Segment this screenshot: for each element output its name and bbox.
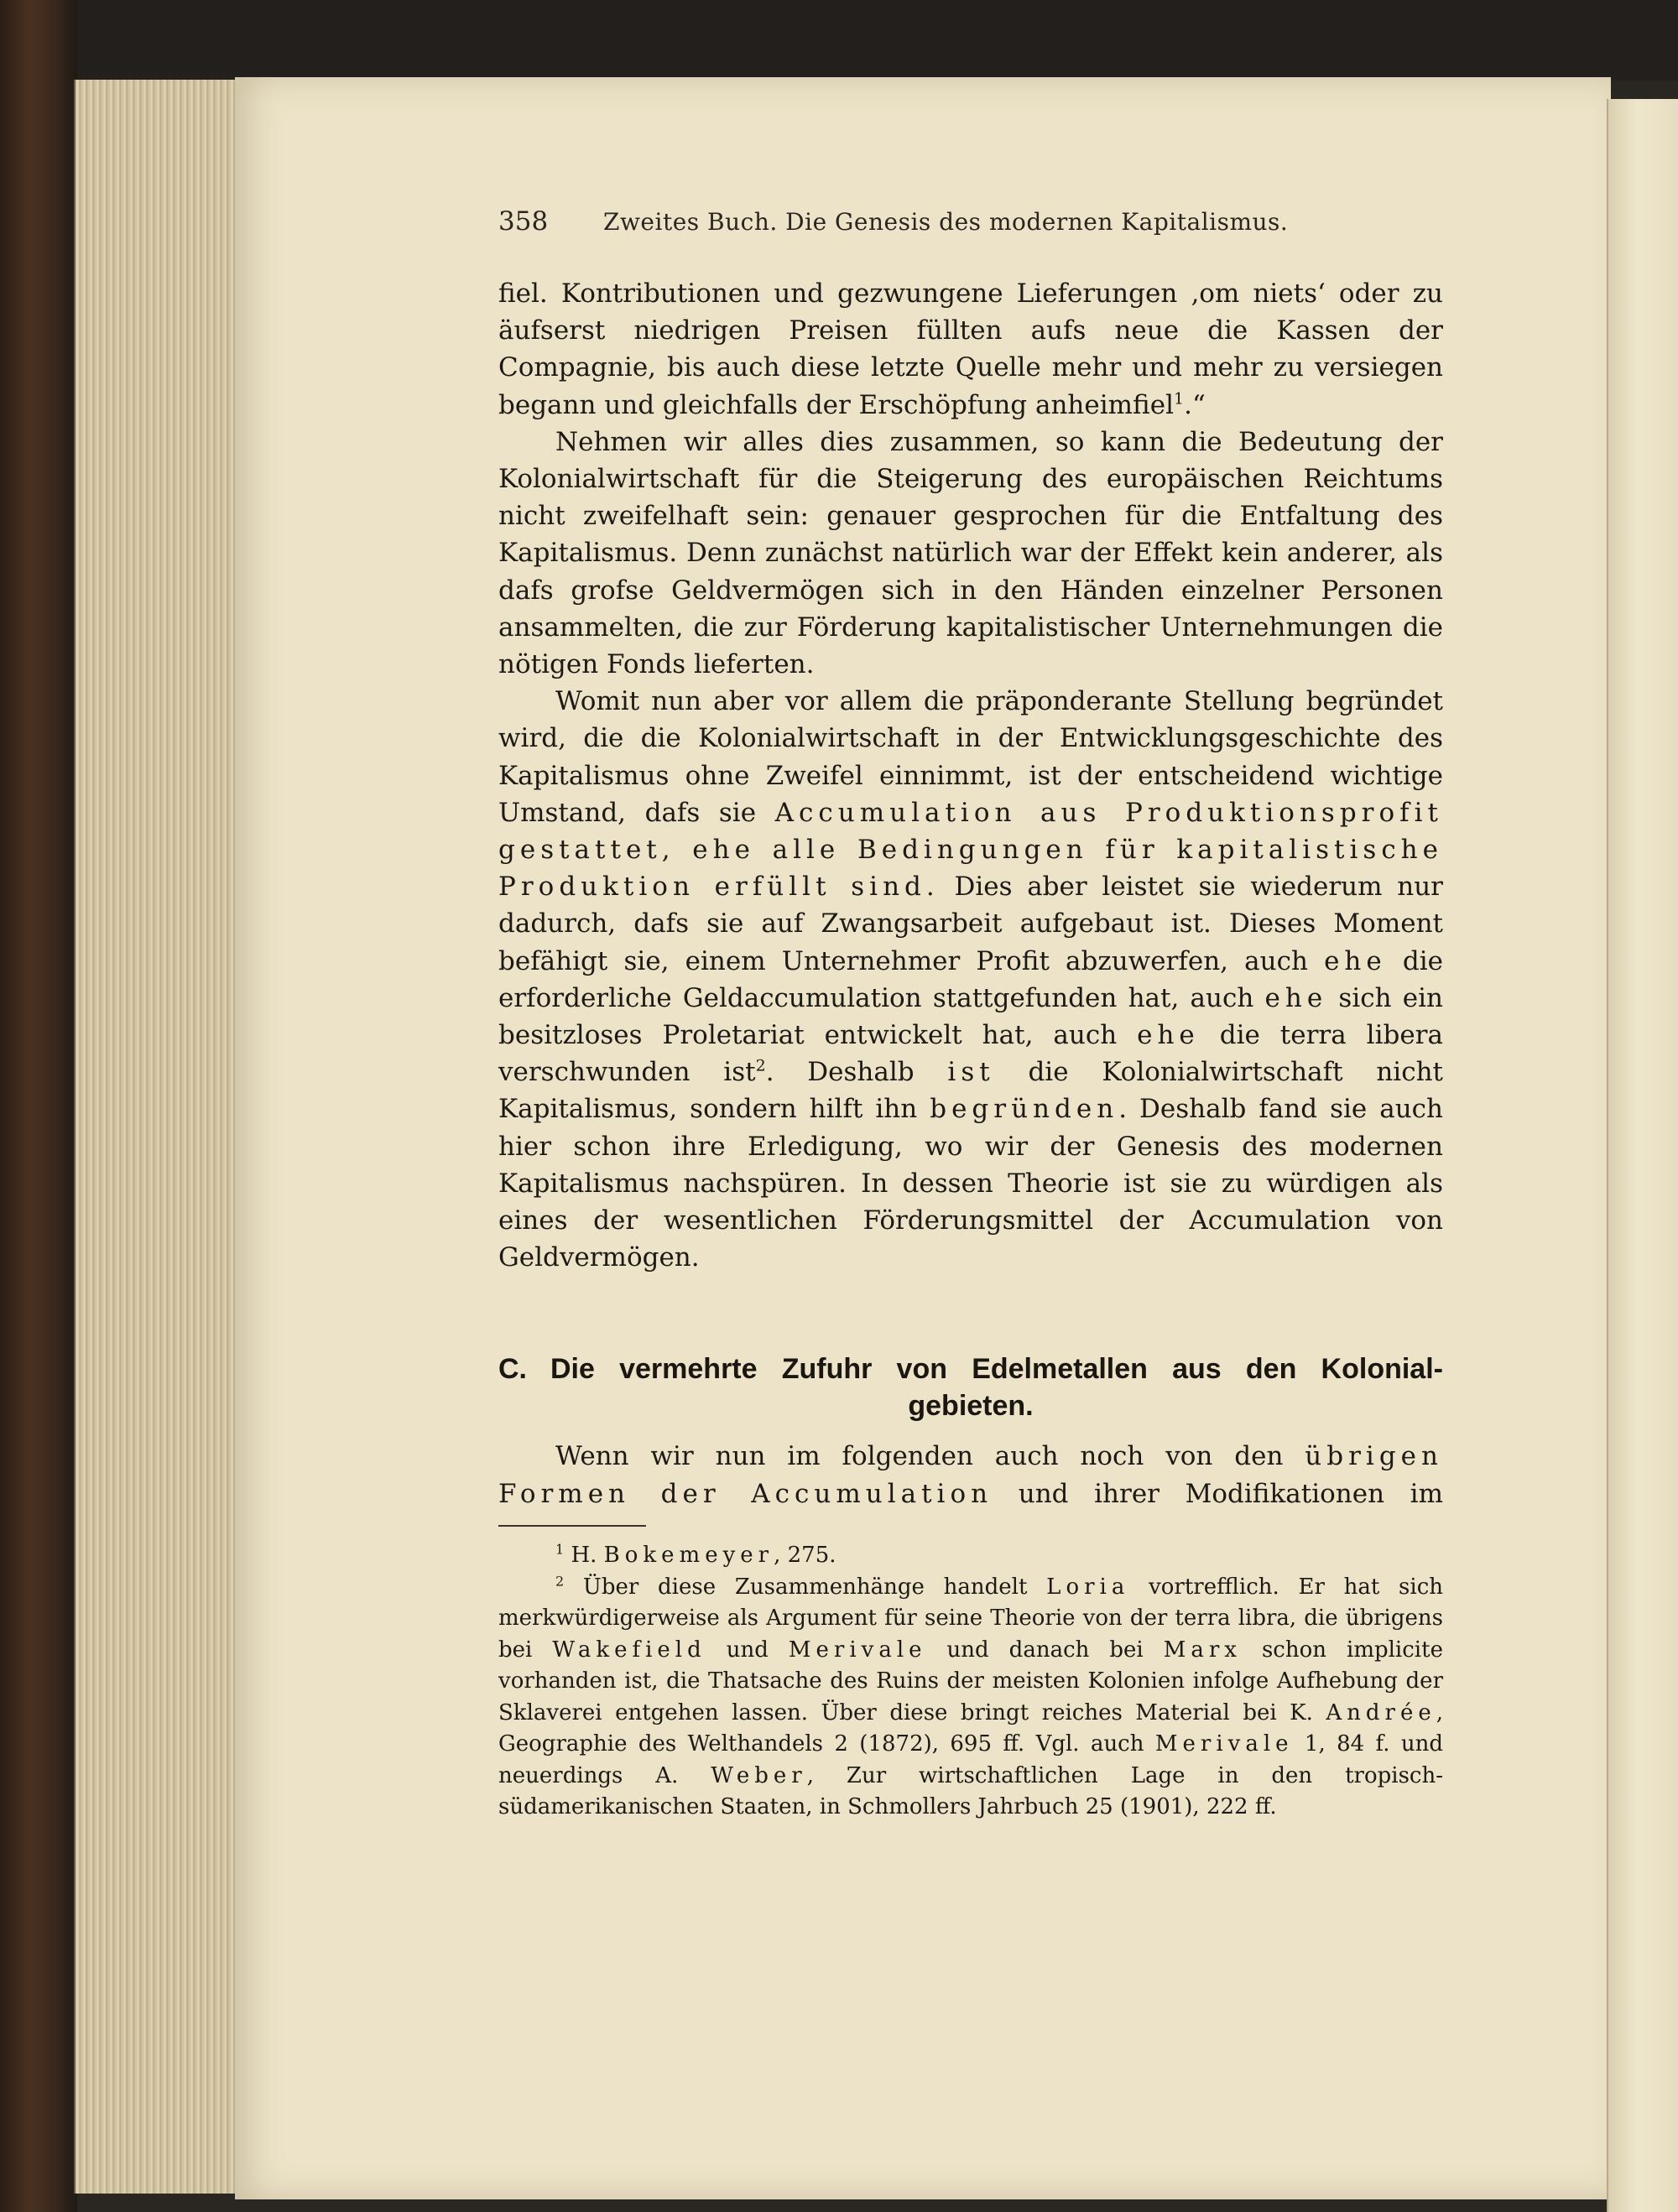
running-title: Zweites Buch. Die Genesis des modernen Kapitalismus. [603, 208, 1289, 236]
spaced-emphasis: übrigen Formen der Accumulation [498, 1441, 1443, 1509]
section-heading [498, 1351, 1443, 1424]
text-run: , Zur wirtschaftlichen Lage in den tropisch-südamerikanischen Staaten, in Schmollers Jahrbuch 25 (1901), 222 ff. [498, 1762, 1444, 1819]
text-run: vortrefflich. Er hat sich merkwürdigerweise als Argument für seine Theorie von der terra libra, die übrigens bei [498, 1574, 1444, 1663]
text-run: die erforderliche Geldaccumulation stattgefunden hat, auch [498, 945, 1443, 1013]
main-text [498, 275, 1443, 1276]
text-run: und [706, 1637, 789, 1663]
spaced-emphasis: ehe [1137, 1020, 1200, 1051]
footnote [498, 1540, 1443, 1572]
text-run: Womit nun aber vor allem die präponderante Stellung begründet wird, die die Kolonialwirtschaft in der Entwicklungsgeschichte des Kapitalismus ohne Zweifel einnimmt, ist der entscheidend wichtige Umstand, dafs sie [498, 686, 1443, 828]
spaced-emphasis: Andrée [1326, 1699, 1436, 1725]
spaced-emphasis: Marx [1163, 1637, 1242, 1663]
text-run: sich ein besitzloses Proletariat entwickelt hat, auch [498, 982, 1443, 1051]
footnote [498, 1572, 1443, 1824]
page-number: 358 [498, 206, 549, 237]
spaced-emphasis: Wakefield [552, 1637, 706, 1663]
section-intro-paragraph [498, 1438, 1443, 1512]
spaced-emphasis: Bokemeyer [603, 1543, 774, 1568]
footnote-reference: 2 [755, 1056, 766, 1075]
book-spine [0, 0, 77, 2212]
text-run: , Geographie des Welthandels 2 (1872), 695 ff. Vgl. auch [498, 1699, 1443, 1757]
spaced-emphasis: Merivale [788, 1637, 927, 1663]
paragraph [498, 683, 1443, 1276]
text-run: Über diese Zusammenhänge handelt [582, 1574, 1047, 1600]
spaced-emphasis: ist [947, 1057, 995, 1088]
footnote-mark: 1 [555, 1541, 565, 1558]
text-run: . Deshalb [765, 1057, 948, 1088]
text-run: 1, 84 f. und neuerdings A. [498, 1731, 1443, 1788]
spaced-emphasis: Loria [1046, 1574, 1130, 1600]
text-run: die terra libera verschwunden ist [498, 1020, 1443, 1088]
text-run: und ihrer Modifikationen im [993, 1478, 1443, 1509]
spaced-emphasis: Merivale [1154, 1731, 1294, 1757]
spaced-emphasis: ehe [1264, 982, 1328, 1013]
text-run: Nehmen wir alles dies zusammen, so kann die Bedeutung der Kolonialwirtschaft für die Steigerung des europäischen Reichtums nicht zweifelhaft sein: genauer gesprochen für die Entfaltung des Kapitalismus. Denn zunächst natürlich war der Effekt kein anderer, als dafs grofse Geldvermögen sich in den Händen einzelner Personen ansammelten, die zur Förderung kapitalistischer Unternehmungen die nötigen Fonds lieferten. [498, 426, 1443, 680]
section-title-line2: gebieten. [908, 1390, 1034, 1422]
text-run: . Deshalb fand sie auch hier schon ihre Erledigung, wo wir der Genesis des modernen Kapitalismus nachspüren. In dessen Theorie ist sie zu würdigen als eines der wesentlichen Förderungsmittel der Accumulation von Geldvermögen. [498, 1094, 1444, 1273]
footnote-rule [498, 1525, 646, 1527]
section-intro [498, 1438, 1443, 1512]
scan-background-top [0, 0, 1678, 81]
text-run: H. [571, 1543, 604, 1568]
section-letter: C. [498, 1353, 527, 1385]
page-edges-right [1607, 99, 1678, 2212]
footnotes [498, 1540, 1443, 1824]
footnote-mark: 2 [555, 1572, 565, 1589]
section-title-line1: Die vermehrte Zufuhr von Edelmetallen aus den Kolonial- [550, 1353, 1443, 1385]
running-header [498, 206, 1443, 240]
paragraph [498, 275, 1443, 424]
footnote-reference: 1 [1174, 389, 1185, 409]
text-run: , 275. [774, 1543, 836, 1568]
text-run: fiel. Kontributionen und gezwungene Lieferungen ‚om niets‘ oder zu äufserst niedrigen Preisen füllten aufs neue die Kassen der Compagnie, bis auch diese letzte Quelle mehr und mehr zu versiegen begann und gleichfalls der Erschöpfung anheimfiel [498, 278, 1443, 420]
paragraph [498, 424, 1443, 683]
text-run: Dies aber leistet sie wiederum nur dadurch, dafs sie auf Zwangsarbeit aufgebaut ist. Dieses Moment befähigt sie, einem Unternehmer Profit abzuwerfen, auch [498, 872, 1443, 976]
text-run: .“ [1184, 389, 1206, 420]
spaced-emphasis: begründen [930, 1094, 1119, 1125]
spaced-emphasis: ehe [1324, 945, 1387, 976]
spaced-emphasis: Accumulation aus Produktionsprofit gestattet, ehe alle Bedingungen für kapitalistische Produktion erfüllt sind. [498, 797, 1443, 903]
text-run: Wenn wir nun im folgenden auch noch von den [555, 1441, 1305, 1471]
text-run: schon implicite vorhanden ist, die Thatsache des Ruins der meisten Kolonien infolge Aufhebung der Sklaverei entgehen lassen. Über diese bringt reiches Material bei K. [498, 1637, 1443, 1725]
spaced-emphasis: Weber [711, 1762, 807, 1788]
page-edges-left [74, 80, 260, 2194]
text-run: die Kolonialwirtschaft nicht Kapitalismus, sondern hilft ihn [498, 1057, 1443, 1125]
text-run: und danach bei [926, 1637, 1164, 1663]
